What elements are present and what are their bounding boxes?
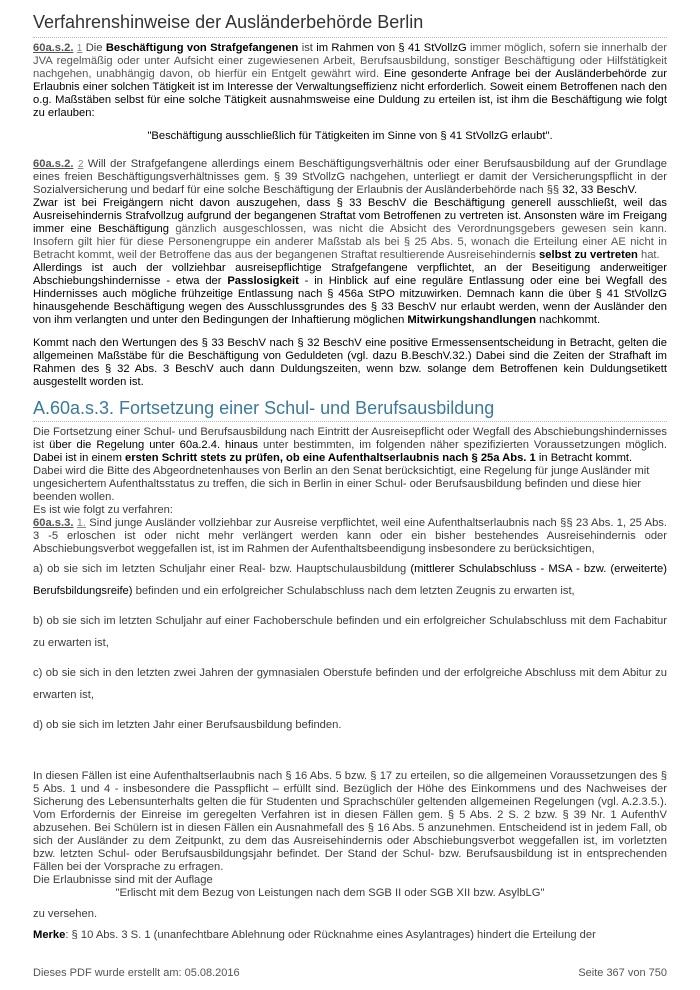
text: hat.: [637, 249, 660, 261]
text: gänzlich ausgeschlossen, was nicht die Absicht des Verordnungsgebers gewesen sein kann. Insofern gilt hier für diese Personengruppe ein anderer Maßstab als bei § 25 Abs. 5, wonach die Erteilung einer AE nicht in Betracht kommt, weil der Betroffene das aus der begangenen Straftat resultierende Ausreisehindernis: [33, 223, 667, 261]
text: Es ist wie folgt zu verfahren:: [33, 504, 173, 516]
bold-text: selbst zu vertreten: [539, 249, 638, 261]
text: [33, 197, 667, 262]
page-footer: [33, 967, 667, 980]
paragraph-number-link[interactable]: 2: [77, 159, 84, 170]
text: in Betracht kommt.: [535, 452, 633, 464]
list-item-b: b) ob sie sich im letzten Schuljahr auf einer Fachoberschule befinden und ein erfolgreicher Schulabschluss mit dem Fachabitur zu erwarten ist,: [33, 615, 667, 649]
text: Will der Strafgefangene allerdings einem Beschäftigungsverhältnis oder einer Berufsausbildung auf der Grundlage eines freien Beschäftigungsverhältnisses gem. § 39 StVollzG nachgehen, unterliegt er damit der Versicherungspflicht in der Sozialversicherung und bedarf für eine solche Beschäftigung der Erlaubnis der Ausländerbehörde nach §§: [33, 158, 668, 196]
paragraph-60a-s-3-1: [33, 517, 667, 556]
text: 32, 33 BeschV.: [562, 184, 638, 196]
text: Dabei ist in einem: [33, 452, 126, 464]
text: immer möglich, sofern sie innerhalb der JVA regelmäßig oder unter Aufsicht einer zugewiesenen Arbeit, Berufsausbildung, sonstiger Beschäftigung oder Hilfstätigkeit nachgehen, unabhängig davon, ob hierfür ein Entgelt gewährt wird.: [33, 42, 668, 80]
list-item-d: d) ob sie sich im letzten Jahr einer Berufsausbildung befinden.: [33, 719, 342, 731]
page-number: Seite 367 von 750: [578, 967, 667, 979]
text: - in Hinblick auf eine reguläre Entlassung oder eine bei Wegfall des Hindernisses auch mögliche frühzeitige Entlassung nach § 456a StPO mitzuwirken. Demnach kann die über § 41 StVollzG hinausgehende Beschäftigung wegen des Ausschlussgrundes des § 33 BeschV nur erlaubt werden, wenn der Ausländer den von ihm verlangten und unter den Bedingungen der Inhaftierung möglichen: [33, 275, 667, 326]
quote: "Beschäftigung ausschließlich für Tätigkeiten im Sinne von § 41 StVollzG erlaubt".: [147, 130, 553, 142]
text: nachkommt.: [536, 314, 601, 326]
text: Allerdings ist auch der vollziehbar ausreisepflichtige Strafgefangene verpflichtet, an der Beseitigung anderweitiger Abschiebungshindernisse - etwa der: [33, 262, 667, 287]
text: Sind junge Ausländer vollziehbar zur Ausreise verpflichtet, weil eine Aufenthaltserlaubnis nach §§ 23 Abs. 1, 25 Abs. 3 -5 erloschen ist oder nicht mehr verlängert werden kann oder ein bisher bestehendes Ausreisehindernis oder Abschiebungsverbot weggefallen ist, ist im Rahmen der Aufenthaltsbeendigung insbesondere zu berücksichtigen,: [33, 517, 668, 555]
text: über die Regelung unter 60a.2.4. hinaus: [49, 439, 258, 451]
paragraph-60a-s-2-2: [33, 158, 667, 197]
section-link[interactable]: 60a.s.2.: [33, 158, 74, 170]
text: im Rahmen von § 41 StVollzG: [316, 42, 467, 54]
bold-text: Passlosigkeit: [227, 275, 299, 287]
paragraph-number-link[interactable]: 1.: [76, 517, 86, 529]
paragraph-60a-s-2-1: [33, 42, 667, 120]
list-item-a: [33, 558, 667, 602]
bold-text: ersten Schritt stets zu prüfen, ob eine Aufenthaltserlaubnis nach § 25a Abs. 1: [125, 452, 536, 464]
paragraph-number-link[interactable]: 1: [76, 43, 83, 54]
text: In diesen Fällen ist eine Aufenthaltserlaubnis nach § 16 Abs. 5 bzw. § 17 zu erteilen, so die allgemeinen Voraussetzungen des § 5 Abs. 1 und 4 - insbesondere die Passpflicht – erfüllt sind. Bezüglich der Höhe des Einkommens und des Nachweises der Sicherung des Lebensunterhalts gelten die für Studenten und Sprachschüler geltenden allgemeinen Regelungen (vgl. A.2.3.5.). Vom Erfordernis der Einreise im geregelten Verfahren ist in diesen Fällen gem. § 5 Abs. 2 S. 2 bzw. § 39 Nr. 1 AufenthV abzusehen. Bei Schülern ist in diesen Fällen ein Ausnahmefall des § 16 Abs. 5 anzunehmen. Entscheidend ist in jedem Fall, ob sich der Ausländer zu dem Zeitpunkt, zu dem das Ausreisehindernis oder Abschiebungsverbot weggefallen ist, im vorletzten bzw. letzten Schul- oder Berufsausbildungsjahr befindet. Der Stand der Schul- bzw. Berufsausbildung ist in entsprechenden Fällen bei der Vorsprache zu erfragen.: [33, 770, 667, 873]
bold-text: Mitwirkungshandlungen: [407, 314, 537, 326]
text: : § 10 Abs. 3 S. 1 (unanfechtbare Ablehnung oder Rücknahme eines Asylantrages) hindert die Erteilung der: [65, 929, 596, 941]
text: Zwar ist bei Freigängern nicht davon auszugehen, dass § 33 BeschV die Beschäftigung generell ausschließt, weil das Ausreisehindernis Strafvollzug aufgrund der begangenen Straftat vom Betroffenen zu vertreten ist. Ansonsten wäre im Freigang immer eine Beschäftigung: [33, 197, 667, 235]
document-body: [33, 42, 667, 942]
bold-text: Beschäftigung von Strafgefangenen: [105, 42, 299, 54]
text: befinden und ein erfolgreicher Schulabschluss nach dem letzten Zeugnis zu erwarten ist,: [132, 585, 575, 597]
text: [33, 929, 667, 942]
text: Die Erlaubnisse sind mit der Auflage: [33, 874, 213, 886]
section-link[interactable]: 60a.s.3.: [33, 517, 74, 529]
text: a) ob sie sich im letzten Schuljahr einer Real- bzw. Hauptschulausbildung: [33, 563, 411, 575]
text: [33, 262, 667, 327]
text: Eine gesonderte Anfrage bei der Ausländerbehörde zur Erlaubnis einer solchen Tätigkeit ist im Interesse der Verwaltungseffizienz nicht erforderlich. Soweit einem Betroffenen nach den o.g. Maßstäben selbst für eine solche Tätigkeit ausnahmsweise eine Duldung zu erteilen ist, ist ihm die Beschäftigung wie folgt zu erlauben:: [33, 68, 667, 119]
text: Die: [85, 42, 106, 54]
text: (mittlerer Schulabschluss - MSA - bzw. (erweiterte) Berufsbildungsreife): [33, 563, 667, 597]
bold-text: Merke: [33, 929, 66, 941]
section-heading: A.60a.s.3. Fortsetzung einer Schul- und Berufsausbildung: [33, 397, 667, 422]
text: Kommt nach den Wertungen des § 33 BeschV nach § 32 BeschV eine positive Ermessensentscheidung in Betracht, gelten die allgemeinen Maßstäbe für die Beschäftigung von Geduldeten (vgl. dazu B.BeschV.32.) Dabei sind die Zeiten der Strafhaft im Rahmen des § 32 Abs. 3 BeschV auch dann Duldungszeiten, wenn bzw. solange dem Betroffenen kein Duldungsetikett ausgestellt worden ist.: [33, 337, 667, 388]
list-item-c: c) ob sie sich in den letzten zwei Jahren der gymnasialen Oberstufe befinden und der erfolgreiche Abschluss mit dem Abitur zu erwarten ist,: [33, 667, 667, 701]
text: unter bestimmten, im folgenden näher spezifizierten Voraussetzungen möglich.: [258, 439, 667, 451]
footer-created: Dieses PDF wurde erstellt am: 05.08.2016: [33, 967, 240, 979]
page-title: Verfahrenshinweise der Ausländerbehörde Berlin: [33, 10, 667, 38]
text: zu versehen.: [33, 908, 98, 920]
quote: "Erlischt mit dem Bezug von Leistungen nach dem SGB II oder SGB XII bzw. AsylbLG": [115, 887, 545, 899]
section-link[interactable]: 60a.s.2.: [33, 42, 74, 54]
text: Dabei wird die Bitte des Abgeordnetenhauses von Berlin an den Senat berücksichtigt, eine Regelung für junge Ausländer mit ungesichertem Aufenthaltsstatus zu treffen, die sich in Berlin in einer Schul- oder Berufsausbildung befinden und diese hier beenden wollen.: [33, 465, 650, 503]
text: Die Fortsetzung einer Schul- und Berufsausbildung nach Eintritt der Ausreisepflicht oder Wegfall des Abschiebungshindernisses ist: [33, 426, 667, 451]
text: [33, 426, 667, 465]
text: ist: [298, 42, 317, 54]
